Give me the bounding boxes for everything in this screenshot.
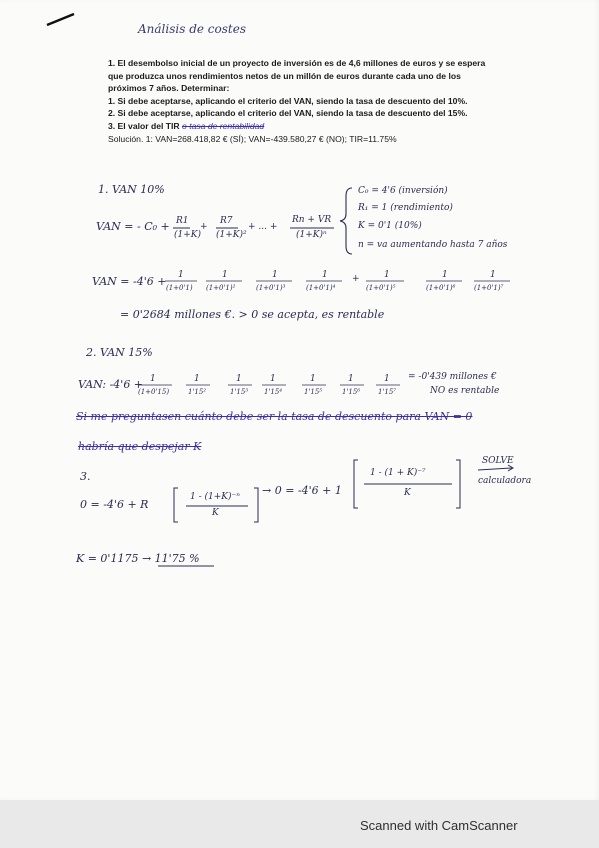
- calc2-term4-den: 1'15⁴: [264, 388, 283, 396]
- calc2-term5-num: 1: [310, 374, 316, 384]
- calc2-term4-num: 1: [270, 374, 276, 384]
- formula-termn-num: Rn + VR: [292, 215, 332, 225]
- tir-result: K = 0'1175 → 11'75 %: [76, 552, 200, 565]
- calc2-term1-den: (1+0'15): [138, 388, 170, 396]
- calc2-term5-den: 1'15⁵: [304, 388, 323, 396]
- calc2-term1-num: 1: [150, 374, 156, 384]
- legend-n: n = va aumentando hasta 7 años: [358, 240, 508, 250]
- calc2-term7-num: 1: [384, 374, 390, 384]
- problem-line-2: que produzca unos rendimientos netos de un millón de euros durante cada uno de los: [108, 70, 461, 81]
- formula-term1-num: R1: [176, 216, 189, 226]
- problem-line-1: 1. El desembolso inicial de un proyecto de inversión es de 4,6 millones de euros y se espera: [108, 58, 486, 68]
- solve-label: SOLVE: [482, 456, 514, 466]
- camscanner-watermark: Scanned with CamScanner: [360, 818, 518, 833]
- calc1-term6-num: 1: [442, 270, 448, 280]
- struck-note-1: Si me preguntasen cuánto debe ser la tasa de descuento para VAN = 0: [76, 410, 473, 423]
- bracket-right-1: [254, 488, 258, 522]
- calc1-term3-den: (1+0'1)³: [256, 284, 286, 292]
- legend-c0: C₀ = 4'6 (inversión): [358, 186, 448, 196]
- plus-sign: +: [200, 222, 208, 232]
- part1-title: 1. VAN 10%: [98, 183, 165, 196]
- question-2: 2. Si debe aceptarse, aplicando el criterio del VAN, siendo la tasa de descuento del 15%.: [108, 108, 468, 119]
- solution-line: Solución. 1: VAN=268.418,82 € (SÍ); VAN=-439.580,27 € (NO); TIR=11.75%: [108, 133, 397, 144]
- tir-eq2-num: 1 - (1 + K)⁻⁷: [370, 468, 426, 478]
- tir-eq1-num: 1 - (1+K)⁻ⁿ: [190, 492, 240, 502]
- calc1-term1-num: 1: [178, 270, 184, 280]
- calc1-term5-num: 1: [384, 270, 390, 280]
- calc1-term2-den: (1+0'1)²: [206, 284, 236, 292]
- van2-result: = -0'439 millones €: [408, 372, 497, 382]
- solve-arrow: [478, 468, 512, 470]
- calc2-lhs: VAN: -4'6 +: [78, 378, 144, 391]
- problem-statement: [108, 57, 508, 145]
- calc2-term6-den: 1'15⁶: [342, 388, 361, 396]
- calc1-term7-den: (1+0'1)⁷: [474, 284, 504, 292]
- formula-term2-den: (1+K)²: [216, 230, 247, 240]
- calc1-term3-num: 1: [272, 270, 278, 280]
- formula-dots: + ... +: [248, 222, 278, 232]
- formula-term1-den: (1+K): [174, 230, 202, 240]
- calc1-term6-den: (1+0'1)⁶: [426, 284, 456, 292]
- calc2-term2-num: 1: [194, 374, 200, 384]
- van1-result: = 0'2684 millones €. > 0 se acepta, es rentable: [120, 308, 385, 321]
- van-formula-lhs: VAN = - C₀ +: [96, 220, 170, 233]
- calc1-term2-num: 1: [222, 270, 228, 280]
- calc1-term4-num: 1: [322, 270, 328, 280]
- part3-title: 3.: [80, 470, 91, 483]
- calc2-term3-num: 1: [236, 374, 242, 384]
- problem-line-3: próximos 7 años. Determinar:: [108, 83, 230, 94]
- calc2-term7-den: 1'15⁷: [378, 388, 397, 396]
- tir-eq2-lhs: → 0 = -4'6 + 1: [262, 484, 342, 497]
- struck-note-2: habría que despejar K: [78, 440, 202, 453]
- calc1-term5-den: (1+0'1)⁵: [366, 284, 396, 292]
- formula-termn-den: (1+K)ⁿ: [296, 230, 327, 240]
- question-3-scribble: o tasa de rentabilidad: [182, 120, 265, 131]
- plus-sign: +: [352, 274, 360, 284]
- calculator-label: calculadora: [478, 476, 532, 486]
- calc1-term4-den: (1+0'1)⁴: [306, 284, 336, 292]
- legend-brace: [340, 188, 352, 254]
- calc1-lhs: VAN = -4'6 +: [92, 275, 167, 288]
- van2-verdict: NO es rentable: [430, 386, 500, 396]
- question-1: 1. Si debe aceptarse, aplicando el criterio del VAN, siendo la tasa de descuento del 10%.: [108, 95, 468, 106]
- top-left-stroke: [47, 14, 74, 25]
- tir-eq2-den: K: [404, 488, 411, 498]
- legend-r1: R₁ = 1 (rendimiento): [358, 203, 453, 213]
- calc2-term2-den: 1'15²: [188, 388, 207, 396]
- calc2-term3-den: 1'15³: [230, 388, 249, 396]
- formula-term2-num: R7: [220, 216, 233, 226]
- calc2-term6-num: 1: [348, 374, 354, 384]
- bracket-right-2: [456, 460, 460, 508]
- calc1-term1-den: (1+0'1): [166, 284, 193, 292]
- bracket-left-1: [174, 488, 178, 522]
- page-heading: Análisis de costes: [138, 22, 246, 36]
- part2-title: 2. VAN 15%: [86, 346, 153, 359]
- tir-eq1-lhs: 0 = -4'6 + R: [80, 498, 149, 511]
- legend-k: K = 0'1 (10%): [358, 221, 422, 231]
- calc1-term7-num: 1: [490, 270, 496, 280]
- tir-eq1-den: K: [212, 508, 219, 518]
- question-3: 3. El valor del TIR o tasa de rentabilidad: [108, 120, 265, 131]
- bracket-left-2: [354, 460, 358, 508]
